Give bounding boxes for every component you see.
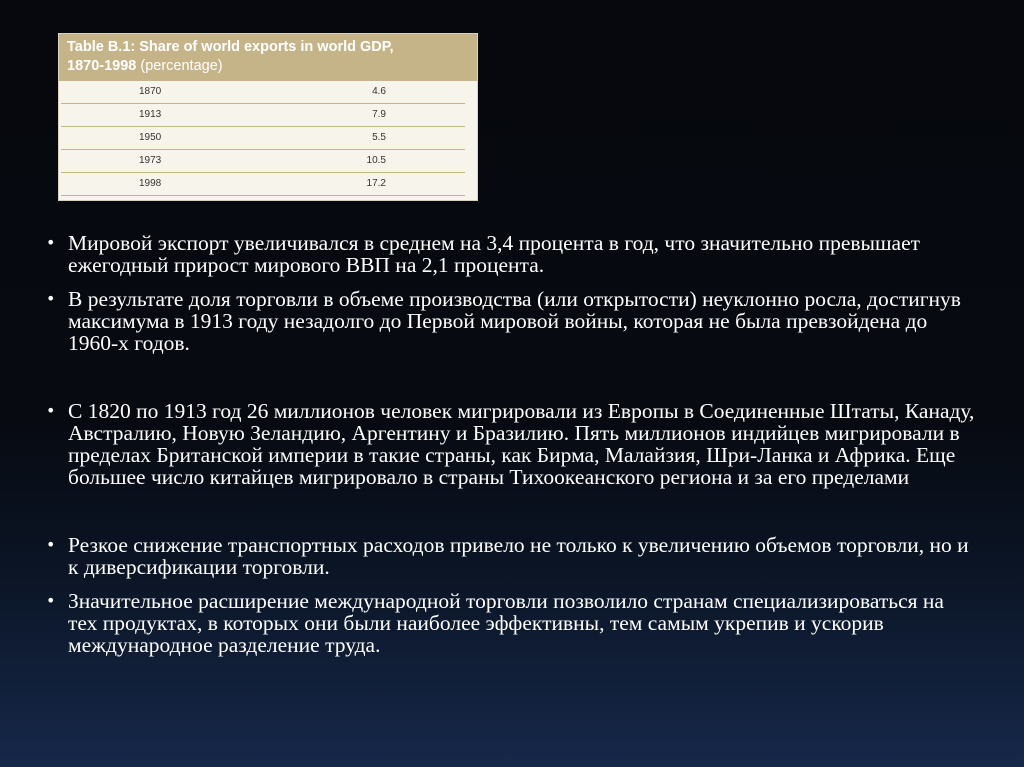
- bullet-list: [46, 232, 976, 656]
- table-cell-year: 1950: [139, 132, 162, 143]
- table-title-line2: [67, 57, 469, 76]
- table-cell-year: 1973: [139, 155, 162, 166]
- bullet-item: [46, 288, 976, 354]
- bullet-icon: •: [46, 289, 56, 308]
- table-cell-year: 1998: [139, 178, 162, 189]
- table-row: [61, 127, 465, 150]
- bullet-text: Мировой экспорт увеличивался в среднем на 3,4 процента в год, что значительно превышает ежегодный прирост мирового ВВП на 2,1 процента.: [68, 231, 921, 277]
- bullet-icon: •: [46, 233, 56, 252]
- bullet-item: [46, 590, 976, 656]
- table-row: [61, 173, 465, 196]
- table-cell-year: 1913: [139, 109, 162, 120]
- table-row: [61, 104, 465, 127]
- table-cell-value: 5.5: [372, 132, 386, 143]
- bullet-text: С 1820 по 1913 год 26 миллионов человек мигрировали из Европы в Соединенные Штаты, Канаду, Австралию, Новую Зеландию, Аргентину и Бразилию. Пять миллионов индийцев мигрировали в пределах Британской империи в такие страны, как Бирма, Малайзия, Шри-Ланка и Африка. Еще большее число китайцев мигрировало в страны Тихоокеанского региона и за его пределами: [68, 399, 975, 489]
- table-cell-value: 17.2: [366, 178, 386, 189]
- bullet-icon: •: [46, 401, 56, 420]
- bullet-item: [46, 534, 976, 578]
- bullet-item: [46, 400, 976, 488]
- exports-table-image: [58, 33, 478, 201]
- table-cell-year: 1870: [139, 86, 162, 97]
- bullet-item: [46, 232, 976, 276]
- table-header: [59, 34, 477, 81]
- table-title-line1: Table B.1: Share of world exports in world GDP,: [67, 39, 394, 55]
- bullet-text: В результате доля торговли в объеме производства (или открытости) неуклонно росла, достигнув максимума в 1913 году незадолго до Первой мировой войны, которая не была превзойдена до 1960-х годов.: [68, 287, 961, 355]
- table-row: [61, 150, 465, 173]
- table-title-sub: (percentage): [140, 58, 223, 74]
- bullet-icon: •: [46, 535, 56, 554]
- bullet-icon: •: [46, 591, 56, 610]
- table-row: [61, 81, 465, 104]
- table-cell-value: 7.9: [372, 109, 386, 120]
- table-cell-value: 4.6: [372, 86, 386, 97]
- bullet-text: Резкое снижение транспортных расходов привело не только к увеличению объемов торговли, но и к диверсификации торговли.: [68, 533, 969, 579]
- table-cell-value: 10.5: [366, 155, 386, 166]
- bullet-text: Значительное расширение международной торговли позволило странам специализироваться на тех продуктах, в которых они были наиболее эффективны, тем самым укрепив и ускорив международное разделение труда.: [68, 589, 944, 657]
- table-title-years: 1870-1998: [67, 58, 137, 74]
